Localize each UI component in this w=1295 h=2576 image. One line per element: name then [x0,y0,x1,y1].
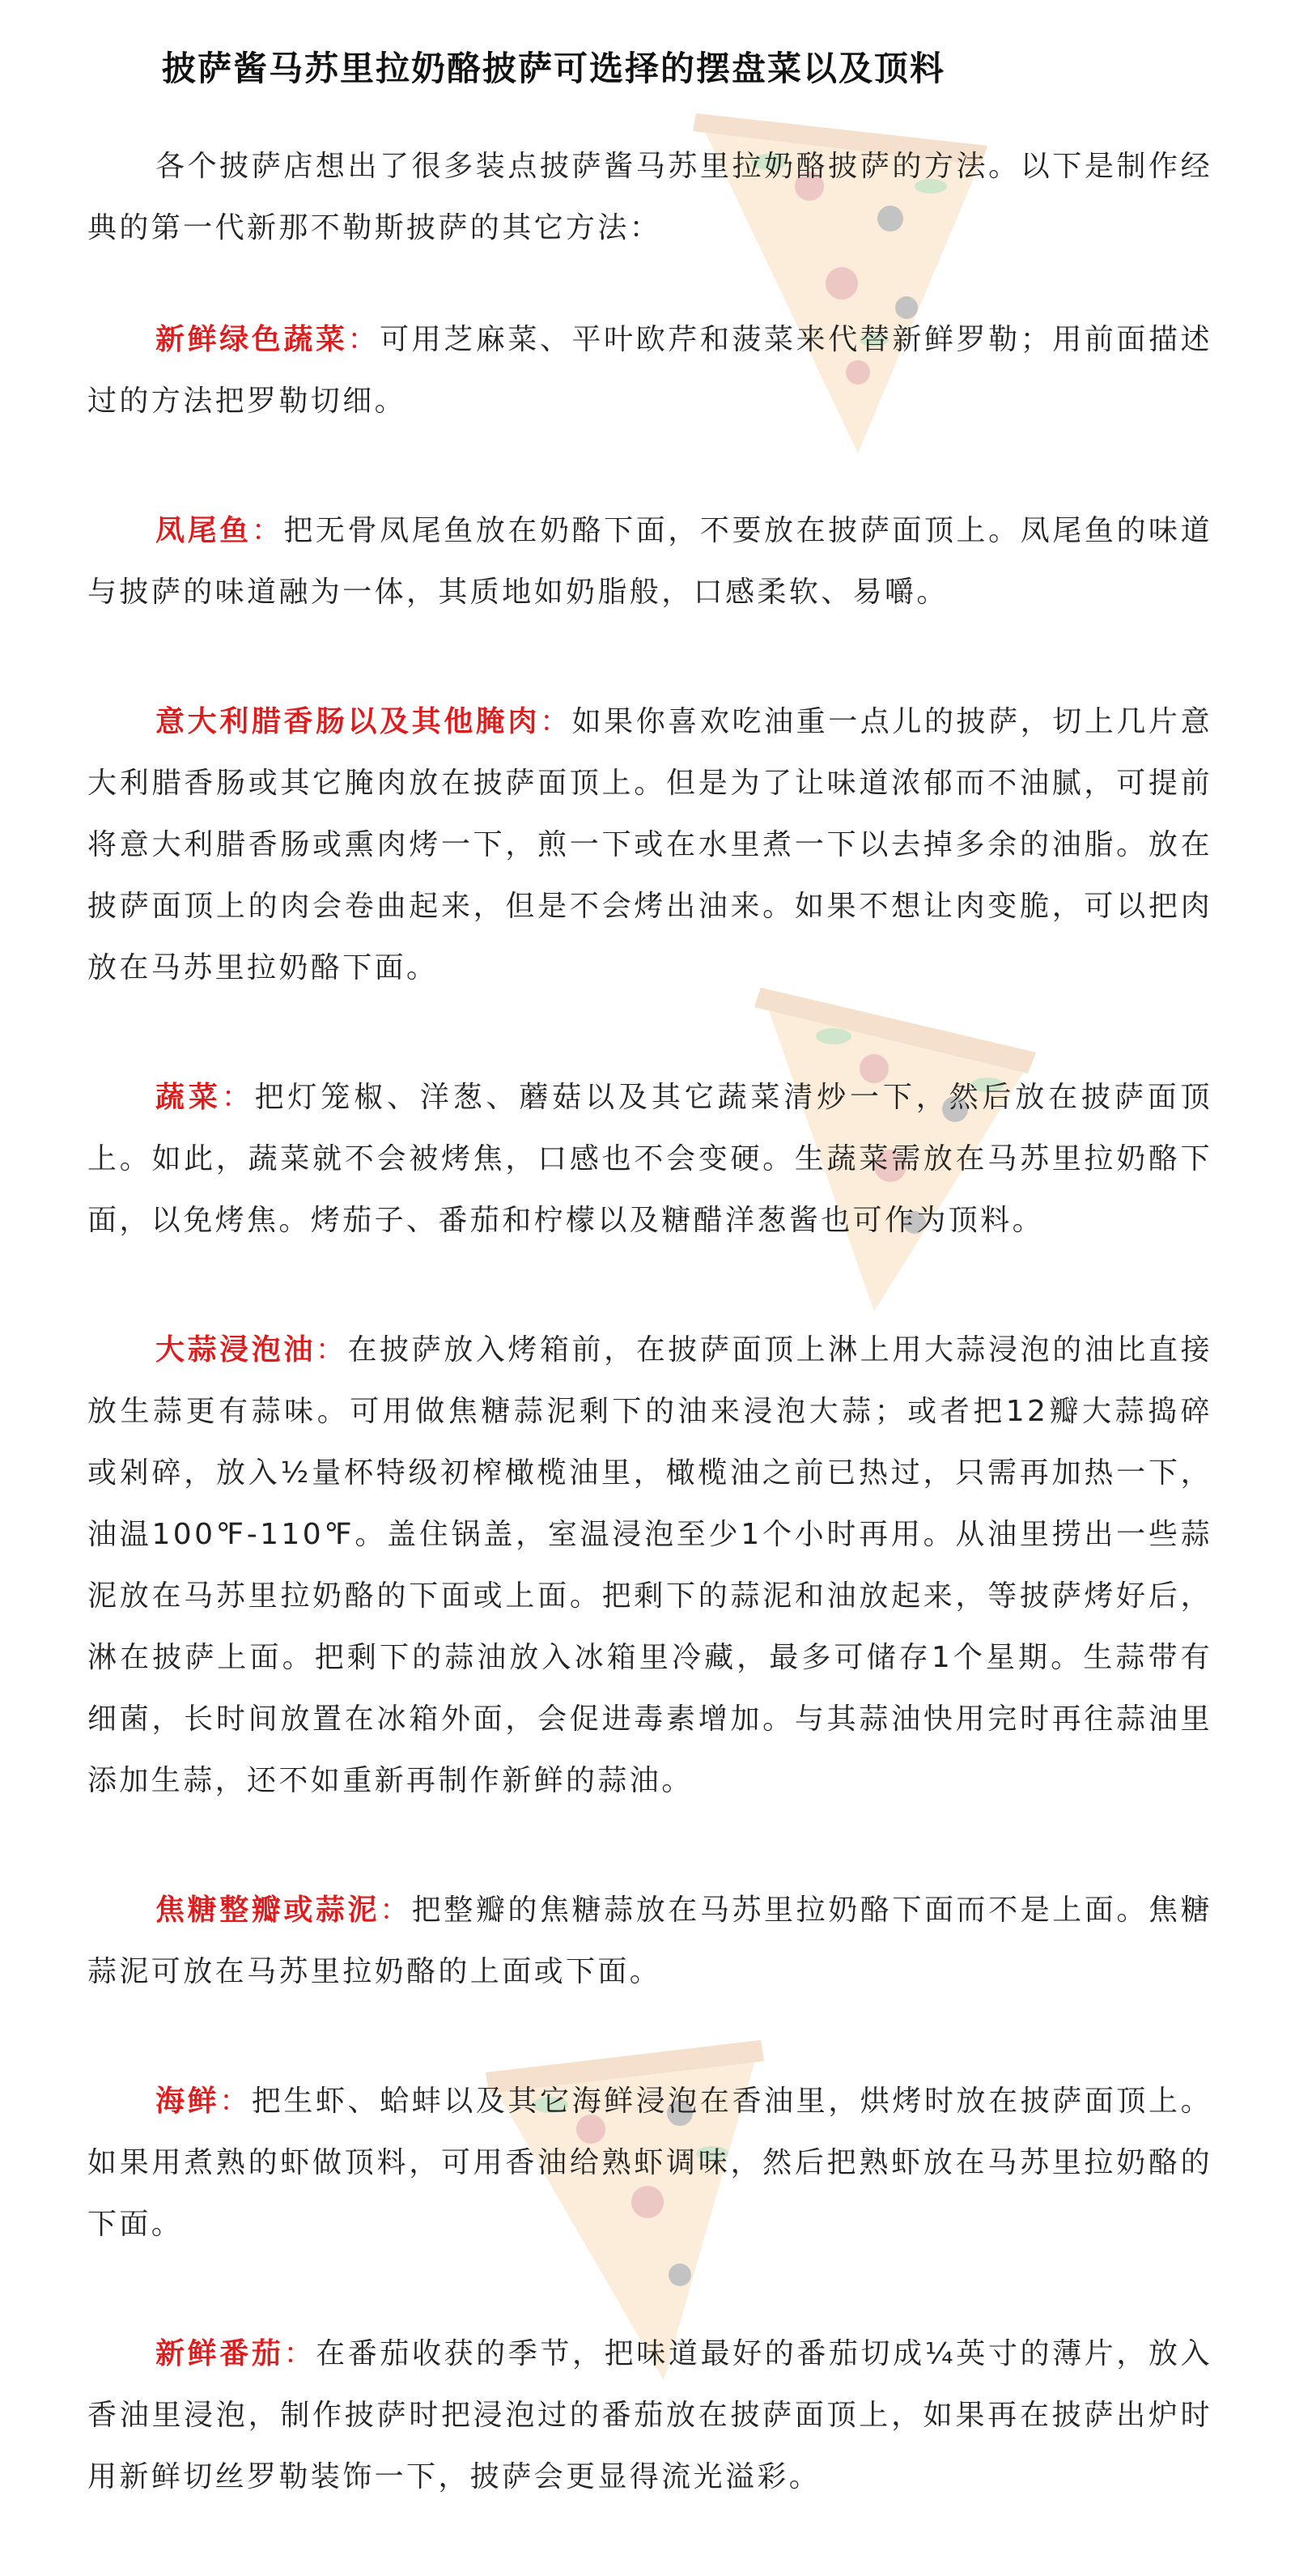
section-term: 大蒜浸泡油 [155,1333,316,1367]
topping-section-vegetables [87,1067,1212,1252]
intro-paragraph: 各个披萨店想出了很多装点披萨酱马苏里拉奶酪披萨的方法。以下是制作经典的第一代新那不勒斯披萨的其它方法： [87,150,1212,244]
section-text: 在番茄收获的季节，把味道最好的番茄切成¼英寸的薄片，放入香油里浸泡，制作披萨时把浸泡过的番茄放在披萨面顶上，如果再在披萨出炉时用新鲜切丝罗勒装饰一下，披萨会更显得流光溢彩。 [87,2337,1213,2493]
section-text: 把无骨凤尾鱼放在奶酪下面，不要放在披萨面顶上。凤尾鱼的味道与披萨的味道融为一体，其质地如奶脂般，口感柔软、易嚼。 [87,514,1213,609]
topping-section-garlic-oil [87,1320,1212,1812]
section-term: 海鲜 [155,2085,220,2118]
section-text: 把灯笼椒、洋葱、蘑菇以及其它蔬菜清炒一下，然后放在披萨面顶上。如此，蔬菜就不会被烤焦，口感也不会变硬。生蔬菜需放在马苏里拉奶酪下面，以免烤焦。烤茄子、番茄和柠檬以及糖醋洋葱酱也可作为顶料。 [87,1081,1212,1237]
topping-section-caramelized-garlic [87,1880,1212,2003]
topping-section-salami [87,691,1212,999]
section-term: 焦糖整瓣或蒜泥 [155,1894,380,1927]
section-text: 把生虾、蛤蚌以及其它海鲜浸泡在香油里，烘烤时放在披萨面顶上。如果用煮熟的虾做顶料，可用香油给熟虾调味，然后把熟虾放在马苏里拉奶酪的下面。 [87,2085,1212,2241]
section-colon: ： [221,1081,255,1114]
topping-section-fresh-tomato [87,2323,1212,2508]
section-term: 新鲜番茄 [155,2337,284,2370]
section-colon: ： [539,705,572,738]
section-text: 如果你喜欢吃油重一点儿的披萨，切上几片意大利腊香肠或其它腌肉放在披萨面顶上。但是为了让味道浓郁而不油腻，可提前将意大利腊香肠或熏肉烤一下，煎一下或在水里煮一下以去掉多余的油脂。放在披萨面顶上的肉会卷曲起来，但是不会烤出油来。如果不想让肉变脆，可以把肉放在马苏里拉奶酪下面。 [87,705,1212,984]
section-term: 蔬菜 [155,1081,222,1114]
topping-section-fresh-greens [87,309,1212,432]
section-text: 把整瓣的焦糖蒜放在马苏里拉奶酪下面而不是上面。焦糖蒜泥可放在马苏里拉奶酪的上面或下面。 [87,1894,1212,1988]
section-text: 在披萨放入烤箱前，在披萨面顶上淋上用大蒜浸泡的油比直接放生蒜更有蒜味。可用做焦糖蒜泥剩下的油来浸泡大蒜；或者把12瓣大蒜捣碎或剁碎，放入½量杯特级初榨橄榄油里，橄榄油之前已热过，只需再加热一下，油温100℉-110℉。盖住锅盖，室温浸泡至少1个小时再用。从油里捞出一些蒜泥放在马苏里拉奶酪的下面或上面。把剩下的蒜泥和油放起来，等披萨烤好后，淋在披萨上面。把剩下的蒜油放入冰箱里冷藏，最多可储存1个星期。生蒜带有细菌，长时间放置在冰箱外面，会促进毒素增加。与其蒜油快用完时再往蒜油里添加生蒜，还不如重新再制作新鲜的蒜油。 [87,1333,1212,1797]
section-colon: ： [347,323,380,356]
section-text: 可用芝麻菜、平叶欧芹和菠菜来代替新鲜罗勒；用前面描述过的方法把罗勒切细。 [87,323,1212,418]
topping-section-anchovy [87,500,1212,623]
page-title: 披萨酱马苏里拉奶酪披萨可选择的摆盘菜以及顶料 [162,49,946,88]
section-colon: ： [219,2085,252,2118]
article-body [87,136,1212,2576]
section-colon: ： [283,2337,316,2370]
section-colon: ： [380,1894,412,1927]
section-colon: ： [315,1333,348,1367]
section-term: 新鲜绿色蔬菜 [155,323,348,356]
section-term: 意大利腊香肠以及其他腌肉 [155,705,540,738]
topping-section-seafood [87,2071,1212,2255]
section-colon: ： [251,514,284,547]
section-term: 凤尾鱼 [155,514,252,547]
